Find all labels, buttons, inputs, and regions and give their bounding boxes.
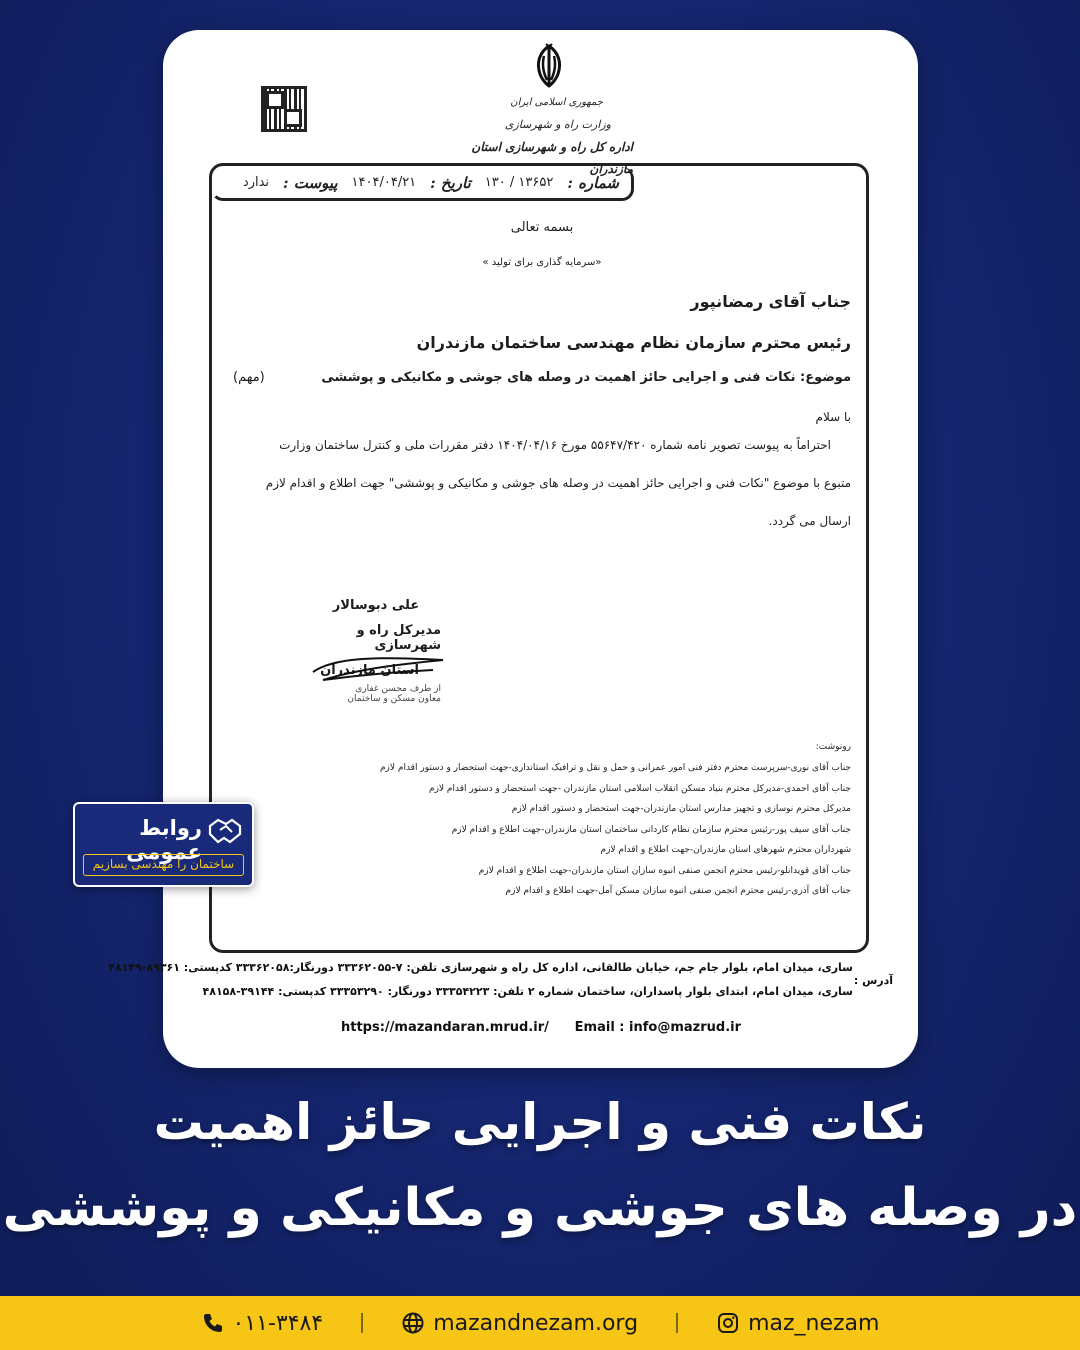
body-line-2: متبوع با موضوع "نکات فنی و اجرایی حائز اهمیت در وصله های جوشی و مکانیکی و پوششی" جهت اطلاع و اقدام لازم xyxy=(265,476,851,490)
attachment-value: ندارد xyxy=(242,175,270,190)
body-line-3: ارسال می گردد. xyxy=(768,514,851,528)
contact-website[interactable] xyxy=(363,1311,676,1336)
signer-region: استان مازندران xyxy=(320,663,419,678)
cc-item: جناب آقای قویدانلو-رئیس محترم انجمن صنفی انبوه سازان استان مازندران-جهت اطلاع و اقدام لازم xyxy=(478,865,851,876)
subject-row xyxy=(233,370,851,385)
date-value: ۱۴۰۴/۰۴/۲۱ xyxy=(351,175,417,190)
signer-role: مدیرکل راه و شهرسازی xyxy=(356,623,441,653)
recipient: جناب آقای رمضانپور xyxy=(690,292,851,311)
letter-body xyxy=(233,215,851,540)
instagram-text: maz_nezam xyxy=(748,1310,880,1336)
footer-website-link[interactable]: https://mazandaran.mrud.ir/ xyxy=(341,1020,549,1035)
globe-icon xyxy=(401,1311,425,1335)
subject: موضوع: نکات فنی و اجرایی حائز اهمیت در وصله های جوشی و مکانیکی و پوششی xyxy=(321,370,851,385)
address-line-2: ساری، میدان امام، ابتدای بلوار پاسداران، ساختمان شماره ۲ تلفن: ۳۳۳۵۴۲۲۳ دورنگار: ۳۳۳۵۳۲۹۰ کدپستی: ۳۹۱۴۴-۴۸۱۵۸ xyxy=(202,985,853,998)
address-label: آدرس : xyxy=(853,974,893,987)
footer-links xyxy=(341,1020,741,1035)
greeting: با سلام xyxy=(815,410,851,424)
slogan: «سرمایه گذاری برای تولید » xyxy=(482,257,602,268)
cc-item: شهرداران محترم شهرهای استان مازندران-جهت اطلاع و اقدام لازم xyxy=(600,845,851,855)
contact-bar xyxy=(0,1296,1080,1350)
cc-list xyxy=(313,742,851,902)
letterhead-republic: جمهوری اسلامی ایران xyxy=(510,97,603,108)
handshake-icon xyxy=(208,816,242,846)
contact-phone[interactable] xyxy=(163,1311,362,1336)
on-behalf: از طرف محسن غفاری xyxy=(355,684,441,694)
website-text: mazandnezam.org xyxy=(433,1310,639,1336)
number-label: شماره : xyxy=(567,173,619,192)
cc-item: جناب آقای سیف پور-رئیس محترم سازمان نظام کاردانی ساختمان استان مازندران-جهت اطلاع و اقدام لازم xyxy=(451,824,851,835)
cc-item: مدیرکل محترم نوسازی و تجهیز مدارس استان مازندران-جهت استحضار و دستور اقدام لازم xyxy=(511,804,851,814)
footer-address xyxy=(108,956,893,1004)
date-label: تاریخ : xyxy=(430,173,471,192)
signer-name: علی دبوسالار xyxy=(332,598,420,613)
body-line-1: احتراماً به پیوست تصویر نامه شماره ۵۵۶۴۷/۴۲۰ مورخ ۱۴۰۴/۰۴/۱۶ دفتر مقررات ملی و کنترل ساختمان وزارت xyxy=(279,438,831,452)
iran-emblem-icon xyxy=(526,42,572,90)
priority: (مهم) xyxy=(233,370,265,385)
cc-item: جناب آقای نوری-سرپرست محترم دفتر فنی امور عمرانی و حمل و نقل و ترافیک استانداری-جهت استحضار و دستور اقدام لازم xyxy=(379,763,851,773)
bismillah: بسمه تعالی xyxy=(510,220,574,235)
letter-card xyxy=(108,30,918,1068)
phone-text: ۰۱۱-۳۴۸۴ xyxy=(232,1310,324,1336)
number-value: ۱۳۶۵۲ / ۱۳۰ xyxy=(484,175,554,190)
cc-item: جناب آقای آذری-رئیس محترم انجمن صنفی انبوه سازان مسکن آمل-جهت اطلاع و اقدام لازم xyxy=(505,886,851,896)
letterhead-office: اداره کل راه و شهرسازی استان مازندران xyxy=(471,140,633,176)
meta-box xyxy=(211,167,634,201)
separator xyxy=(361,1313,363,1333)
phone-icon xyxy=(201,1311,225,1335)
attachment-label: پیوست : xyxy=(283,173,338,192)
address-line-1: ساری، میدان امام، بلوار جام جم، خیابان طالقانی، اداره کل راه و شهرسازی تلفن: ۷-۳۳۳۶۲۰۵۵ دورنگار:۳۳۳۶۲۰۵۸ کدپستی: ۸۹۳۶۱-۴۸۱۴۹ xyxy=(108,961,853,974)
instagram-icon xyxy=(716,1311,740,1335)
separator xyxy=(676,1313,678,1333)
signature-scribble-icon xyxy=(303,650,453,690)
letterhead-ministry: وزارت راه و شهرسازی xyxy=(504,118,611,131)
cc-item: جناب آقای احمدی-مدیرکل محترم بنیاد مسکن انقلاب اسلامی استان مازندران -جهت استحضار و دستور اقدام لازم xyxy=(429,783,851,794)
body-text xyxy=(233,426,851,540)
public-relations-badge xyxy=(73,802,254,887)
deputy-title: معاون مسکن و ساختمان xyxy=(347,694,441,704)
headline-line-1: نکات فنی و اجرایی حائز اهمیت xyxy=(153,1093,927,1151)
contact-instagram[interactable] xyxy=(678,1311,917,1336)
footer-email-link[interactable]: Email : info@mazrud.ir xyxy=(574,1020,741,1035)
cc-title: رونوشت: xyxy=(815,742,851,752)
qr-code xyxy=(261,86,307,132)
recipient-title: رئیس محترم سازمان نظام مهندسی ساختمان مازندران xyxy=(416,333,851,352)
headline-line-2: در وصله های جوشی و مکانیکی و پوششی xyxy=(2,1178,1078,1238)
badge-subtitle: ساختمان را مهندسی بسازیم xyxy=(83,854,244,876)
badge-title: روابط عمومی xyxy=(126,816,202,864)
